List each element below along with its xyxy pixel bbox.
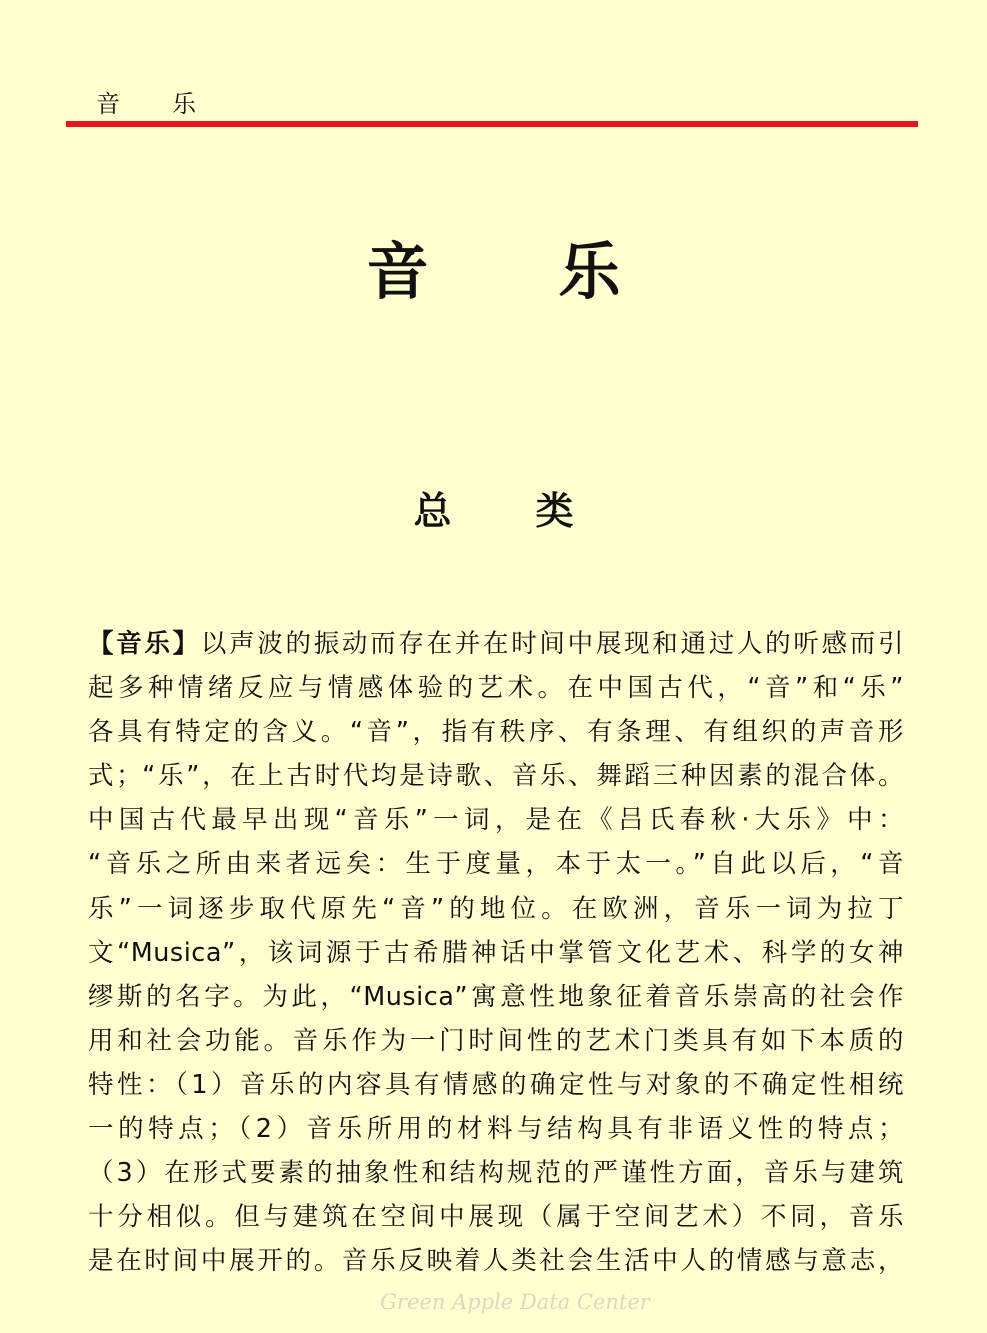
entry-body xyxy=(88,622,904,1283)
entry-line xyxy=(88,622,904,666)
watermark: Green Apple Data Center xyxy=(380,1290,650,1314)
running-head-right: 乐 xyxy=(172,90,196,118)
header-rule xyxy=(66,121,918,127)
entry-line: 中国古代最早出现“音乐”一词，是在《吕氏春秋·大乐》中： xyxy=(88,805,904,836)
entry-line: 是在时间中展开的。音乐反映着人类社会生活中人的情感与意志， xyxy=(88,1246,904,1277)
entry-line: （3）在形式要素的抽象性和结构规范的严谨性方面，音乐与建筑 xyxy=(88,1158,904,1189)
page-title-right: 乐 xyxy=(558,235,621,308)
entry-line: 文“Musica”，该词源于古希腊神话中掌管文化艺术、科学的女神 xyxy=(88,937,904,968)
entry-line: 起多种情绪反应与情感体验的艺术。在中国古代，“音”和“乐” xyxy=(88,673,904,704)
entry-line: 特性：（1）音乐的内容具有情感的确定性与对象的不确定性相统 xyxy=(88,1069,904,1100)
running-head xyxy=(96,84,196,119)
entry-term: 【音乐】 xyxy=(88,629,201,659)
entry-line-text: 以声波的振动而存在并在时间中展现和通过人的听感而引 xyxy=(200,629,904,659)
entry-line: 一的特点；（2）音乐所用的材料与结构具有非语义性的特点； xyxy=(88,1114,904,1145)
section-heading-left: 总 xyxy=(413,489,452,533)
entry-line: “音乐之所由来者远矣：生于度量，本于太一。”自此以后，“音 xyxy=(88,849,904,880)
entry-line: 十分相似。但与建筑在空间中展现（属于空间艺术）不同，音乐 xyxy=(88,1202,904,1233)
entry-line: 各具有特定的含义。“音”，指有秩序、有条理、有组织的声音形 xyxy=(88,717,904,748)
entry-line: 缪斯的名字。为此，“Musica”寓意性地象征着音乐崇高的社会作 xyxy=(88,981,904,1012)
section-heading-right: 类 xyxy=(535,489,574,533)
running-head-left: 音 xyxy=(96,90,120,118)
page-title-left: 音 xyxy=(366,235,429,308)
page-title xyxy=(0,232,987,312)
section-heading xyxy=(0,486,987,536)
entry-line: 式；“乐”，在上古时代均是诗歌、音乐、舞蹈三种因素的混合体。 xyxy=(88,761,904,792)
entry-line: 乐”一词逐步取代原先“音”的地位。在欧洲，音乐一词为拉丁 xyxy=(88,893,904,924)
entry-line: 用和社会功能。音乐作为一门时间性的艺术门类具有如下本质的 xyxy=(88,1025,904,1056)
